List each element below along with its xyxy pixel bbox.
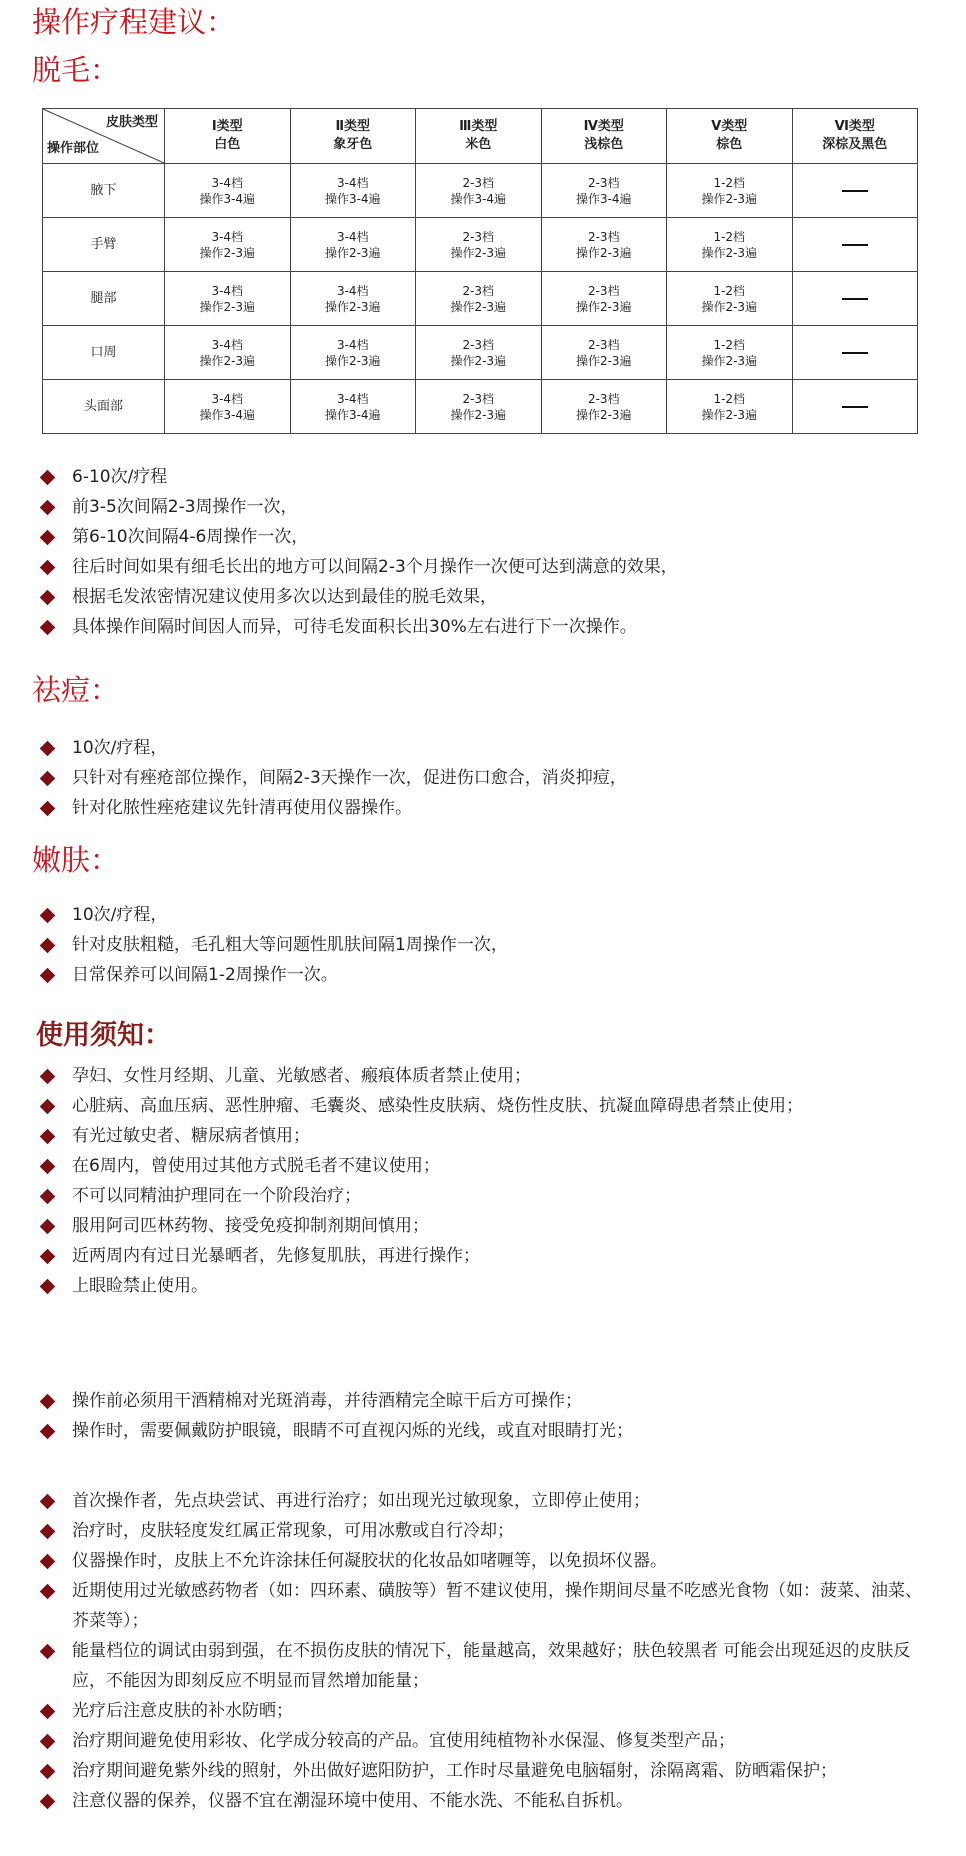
diamond-bullet-icon bbox=[40, 1219, 56, 1235]
energy-level: 1-2档 bbox=[713, 229, 746, 244]
table-row bbox=[43, 326, 918, 380]
energy-level: 3-4档 bbox=[336, 283, 369, 298]
list-item: 往后时间如果有细毛长出的地方可以间隔2-3个月操作一次便可达到满意的效果， bbox=[40, 552, 678, 582]
rejuvenation-heading: 嫩肤： bbox=[32, 843, 120, 877]
table-cell bbox=[416, 272, 542, 326]
not-applicable-cell bbox=[792, 164, 918, 218]
energy-level: 2-3档 bbox=[587, 391, 620, 406]
list-item: 孕妇、女性月经期、儿童、光敏感者、瘢痕体质者禁止使用； bbox=[40, 1061, 930, 1091]
table-cell bbox=[165, 380, 291, 434]
pass-count: 操作2-3遍 bbox=[450, 299, 507, 314]
page-title: 操作疗程建议： bbox=[32, 5, 236, 39]
diamond-bullet-icon bbox=[40, 938, 56, 954]
column-type: Ⅴ类型 bbox=[711, 119, 748, 134]
diamond-bullet-icon bbox=[40, 968, 56, 984]
table-cell bbox=[541, 326, 667, 380]
energy-level: 3-4档 bbox=[211, 175, 244, 190]
diamond-bullet-icon bbox=[40, 1644, 56, 1660]
pass-count: 操作3-4遍 bbox=[199, 407, 256, 422]
diamond-bullet-icon bbox=[40, 1159, 56, 1175]
pass-count: 操作2-3遍 bbox=[701, 353, 758, 368]
diamond-bullet-icon bbox=[40, 470, 56, 486]
pass-count: 操作2-3遍 bbox=[701, 407, 758, 422]
not-applicable-cell bbox=[792, 272, 918, 326]
column-color: 米色 bbox=[465, 137, 492, 152]
table-cell bbox=[290, 164, 416, 218]
diamond-bullet-icon bbox=[40, 908, 56, 924]
table-cell bbox=[165, 326, 291, 380]
column-header bbox=[792, 109, 918, 164]
energy-level: 2-3档 bbox=[587, 175, 620, 190]
energy-level: 2-3档 bbox=[462, 283, 495, 298]
pass-count: 操作2-3遍 bbox=[450, 245, 507, 260]
diamond-bullet-icon bbox=[40, 500, 56, 516]
pass-count: 操作2-3遍 bbox=[450, 353, 507, 368]
energy-level: 2-3档 bbox=[462, 175, 495, 190]
energy-level: 2-3档 bbox=[462, 337, 495, 352]
table-cell bbox=[416, 164, 542, 218]
column-header bbox=[541, 109, 667, 164]
diamond-bullet-icon bbox=[40, 1764, 56, 1780]
dash-icon bbox=[842, 352, 868, 354]
list-item: 上眼睑禁止使用。 bbox=[40, 1271, 930, 1301]
energy-level: 3-4档 bbox=[211, 391, 244, 406]
list-item: 有光过敏史者、糖尿病者慎用； bbox=[40, 1121, 930, 1151]
energy-level: 2-3档 bbox=[587, 283, 620, 298]
list-item: 10次/疗程， bbox=[40, 733, 627, 763]
list-item: 前3-5次间隔2-3周操作一次， bbox=[40, 492, 678, 522]
pass-count: 操作2-3遍 bbox=[199, 245, 256, 260]
diamond-bullet-icon bbox=[40, 1554, 56, 1570]
table-cell bbox=[667, 380, 793, 434]
hair-removal-table bbox=[42, 108, 918, 434]
energy-level: 3-4档 bbox=[336, 337, 369, 352]
list-item: 光疗后注意皮肤的补水防晒； bbox=[40, 1696, 930, 1726]
not-applicable-cell bbox=[792, 380, 918, 434]
list-item: 近两周内有过日光暴晒者，先修复肌肤，再进行操作； bbox=[40, 1241, 930, 1271]
diamond-bullet-icon bbox=[40, 1704, 56, 1720]
table-cell bbox=[290, 380, 416, 434]
diamond-bullet-icon bbox=[40, 530, 56, 546]
dash-icon bbox=[842, 406, 868, 408]
table-row bbox=[43, 380, 918, 434]
energy-level: 2-3档 bbox=[462, 391, 495, 406]
table-cell bbox=[667, 218, 793, 272]
pass-count: 操作2-3遍 bbox=[575, 299, 632, 314]
column-color: 深棕及黑色 bbox=[822, 137, 888, 152]
list-item: 6-10次/疗程 bbox=[40, 462, 678, 492]
table-row bbox=[43, 272, 918, 326]
list-item: 仪器操作时，皮肤上不允许涂抹任何凝胶状的化妆品如啫喱等，以免损坏仪器。 bbox=[40, 1546, 930, 1576]
pass-count: 操作3-4遍 bbox=[199, 191, 256, 206]
energy-level: 1-2档 bbox=[713, 337, 746, 352]
list-item: 根据毛发浓密情况建议使用多次以达到最佳的脱毛效果， bbox=[40, 582, 678, 612]
corner-skin-type-label: 皮肤类型 bbox=[105, 115, 158, 130]
diamond-bullet-icon bbox=[40, 620, 56, 636]
column-color: 棕色 bbox=[716, 137, 743, 152]
not-applicable-cell bbox=[792, 218, 918, 272]
diamond-bullet-icon bbox=[40, 1494, 56, 1510]
acne-notes bbox=[40, 733, 627, 823]
energy-level: 2-3档 bbox=[462, 229, 495, 244]
acne-heading: 祛痘： bbox=[32, 673, 120, 707]
energy-level: 2-3档 bbox=[587, 337, 620, 352]
list-item: 近期使用过光敏感药物者（如：四环素、磺胺等）暂不建议使用，操作期间尽量不吃感光食物（如：菠菜、油菜、芥菜等）； bbox=[40, 1576, 930, 1636]
table-cell bbox=[667, 272, 793, 326]
column-color: 白色 bbox=[214, 137, 241, 152]
list-item: 首次操作者，先点块尝试、再进行治疗；如出现光过敏现象，立即停止使用； bbox=[40, 1486, 930, 1516]
table-cell bbox=[165, 272, 291, 326]
table-cell bbox=[667, 326, 793, 380]
list-item: 针对化脓性痤疮建议先针清再使用仪器操作。 bbox=[40, 793, 627, 823]
list-item: 第6-10次间隔4-6周操作一次， bbox=[40, 522, 678, 552]
list-item: 注意仪器的保养，仪器不宜在潮湿环境中使用、不能水洗、不能私自拆机。 bbox=[40, 1786, 930, 1816]
list-item: 心脏病、高血压病、恶性肿瘤、毛囊炎、感染性皮肤病、烧伤性皮肤、抗凝血障碍患者禁止使用； bbox=[40, 1091, 930, 1121]
table-cell bbox=[416, 380, 542, 434]
list-item: 只针对有痤疮部位操作，间隔2-3天操作一次，促进伤口愈合，消炎抑痘， bbox=[40, 763, 627, 793]
pass-count: 操作2-3遍 bbox=[575, 353, 632, 368]
column-color: 象牙色 bbox=[333, 137, 373, 152]
pass-count: 操作3-4遍 bbox=[575, 191, 632, 206]
table-cell bbox=[667, 164, 793, 218]
list-item: 能量档位的调试由弱到强，在不损伤皮肤的情况下，能量越高，效果越好；肤色较黑者 可能会出现延迟的皮肤反应，不能因为即刻反应不明显而冒然增加能量； bbox=[40, 1636, 930, 1696]
column-header bbox=[416, 109, 542, 164]
diamond-bullet-icon bbox=[40, 1584, 56, 1600]
table-cell bbox=[290, 326, 416, 380]
table-corner-cell bbox=[43, 109, 165, 164]
diamond-bullet-icon bbox=[40, 1069, 56, 1085]
diamond-bullet-icon bbox=[40, 741, 56, 757]
energy-level: 3-4档 bbox=[336, 175, 369, 190]
list-item: 日常保养可以间隔1-2周操作一次。 bbox=[40, 960, 508, 990]
table-cell bbox=[290, 218, 416, 272]
diamond-bullet-icon bbox=[40, 560, 56, 576]
list-item: 治疗期间避免紫外线的照射，外出做好遮阳防护，工作时尽量避免电脑辐射，涂隔离霜、防晒霜保护； bbox=[40, 1756, 930, 1786]
diamond-bullet-icon bbox=[40, 1794, 56, 1810]
body-part-cell: 腿部 bbox=[43, 272, 165, 326]
pass-count: 操作2-3遍 bbox=[701, 299, 758, 314]
column-type: Ⅱ类型 bbox=[335, 119, 371, 134]
hair-removal-heading: 脱毛： bbox=[32, 53, 120, 87]
diamond-bullet-icon bbox=[40, 1524, 56, 1540]
pass-count: 操作2-3遍 bbox=[324, 245, 381, 260]
list-item: 治疗期间避免使用彩妆、化学成分较高的产品。宜使用纯植物补水保湿、修复类型产品； bbox=[40, 1726, 930, 1756]
dash-icon bbox=[842, 298, 868, 300]
table-cell bbox=[290, 272, 416, 326]
list-item: 10次/疗程， bbox=[40, 900, 508, 930]
column-type: Ⅵ类型 bbox=[834, 119, 875, 134]
notice-group-2 bbox=[40, 1386, 930, 1446]
table-header-row bbox=[43, 109, 918, 164]
diamond-bullet-icon bbox=[40, 1129, 56, 1145]
notice-group-3 bbox=[40, 1486, 930, 1816]
dash-icon bbox=[842, 190, 868, 192]
energy-level: 2-3档 bbox=[587, 229, 620, 244]
energy-level: 3-4档 bbox=[211, 337, 244, 352]
list-item: 服用阿司匹林药物、接受免疫抑制剂期间慎用； bbox=[40, 1211, 930, 1241]
table-row bbox=[43, 164, 918, 218]
column-header bbox=[290, 109, 416, 164]
column-header bbox=[165, 109, 291, 164]
column-type: Ⅳ类型 bbox=[583, 119, 624, 134]
table-cell bbox=[165, 164, 291, 218]
pass-count: 操作2-3遍 bbox=[575, 407, 632, 422]
column-header bbox=[667, 109, 793, 164]
pass-count: 操作2-3遍 bbox=[324, 353, 381, 368]
table-cell bbox=[416, 218, 542, 272]
hair-removal-notes bbox=[40, 462, 678, 642]
column-color: 浅棕色 bbox=[584, 137, 624, 152]
pass-count: 操作2-3遍 bbox=[450, 407, 507, 422]
energy-level: 3-4档 bbox=[211, 283, 244, 298]
energy-level: 1-2档 bbox=[713, 391, 746, 406]
energy-level: 1-2档 bbox=[713, 283, 746, 298]
list-item: 针对皮肤粗糙，毛孔粗大等问题性肌肤间隔1周操作一次， bbox=[40, 930, 508, 960]
dash-icon bbox=[842, 244, 868, 246]
pass-count: 操作3-4遍 bbox=[324, 191, 381, 206]
pass-count: 操作2-3遍 bbox=[575, 245, 632, 260]
table-row bbox=[43, 218, 918, 272]
pass-count: 操作2-3遍 bbox=[199, 353, 256, 368]
table-cell bbox=[416, 326, 542, 380]
list-item: 操作时，需要佩戴防护眼镜，眼睛不可直视闪烁的光线，或直对眼睛打光； bbox=[40, 1416, 930, 1446]
diamond-bullet-icon bbox=[40, 590, 56, 606]
table-cell bbox=[541, 380, 667, 434]
body-part-cell: 手臂 bbox=[43, 218, 165, 272]
notice-group-1 bbox=[40, 1061, 930, 1301]
list-item: 在6周内，曾使用过其他方式脱毛者不建议使用； bbox=[40, 1151, 930, 1181]
corner-body-part-label: 操作部位 bbox=[47, 141, 100, 156]
body-part-cell: 口周 bbox=[43, 326, 165, 380]
energy-level: 3-4档 bbox=[211, 229, 244, 244]
pass-count: 操作2-3遍 bbox=[701, 191, 758, 206]
pass-count: 操作2-3遍 bbox=[199, 299, 256, 314]
not-applicable-cell bbox=[792, 326, 918, 380]
table-cell bbox=[165, 218, 291, 272]
column-type: Ⅰ类型 bbox=[211, 119, 243, 134]
diamond-bullet-icon bbox=[40, 1424, 56, 1440]
table-cell bbox=[541, 164, 667, 218]
pass-count: 操作2-3遍 bbox=[324, 299, 381, 314]
pass-count: 操作3-4遍 bbox=[450, 191, 507, 206]
diamond-bullet-icon bbox=[40, 771, 56, 787]
energy-level: 1-2档 bbox=[713, 175, 746, 190]
table-cell bbox=[541, 272, 667, 326]
diamond-bullet-icon bbox=[40, 1279, 56, 1295]
pass-count: 操作2-3遍 bbox=[701, 245, 758, 260]
column-type: Ⅲ类型 bbox=[459, 119, 498, 134]
diamond-bullet-icon bbox=[40, 1734, 56, 1750]
notice-heading: 使用须知： bbox=[36, 1020, 171, 1051]
list-item: 不可以同精油护理同在一个阶段治疗； bbox=[40, 1181, 930, 1211]
body-part-cell: 腋下 bbox=[43, 164, 165, 218]
energy-level: 3-4档 bbox=[336, 391, 369, 406]
list-item: 操作前必须用干酒精棉对光斑消毒，并待酒精完全晾干后方可操作； bbox=[40, 1386, 930, 1416]
diamond-bullet-icon bbox=[40, 1394, 56, 1410]
rejuvenation-notes bbox=[40, 900, 508, 990]
diamond-bullet-icon bbox=[40, 1099, 56, 1115]
list-item: 治疗时，皮肤轻度发红属正常现象，可用冰敷或自行冷却； bbox=[40, 1516, 930, 1546]
body-part-cell: 头面部 bbox=[43, 380, 165, 434]
table-cell bbox=[541, 218, 667, 272]
diamond-bullet-icon bbox=[40, 1189, 56, 1205]
diamond-bullet-icon bbox=[40, 1249, 56, 1265]
energy-level: 3-4档 bbox=[336, 229, 369, 244]
diamond-bullet-icon bbox=[40, 801, 56, 817]
list-item: 具体操作间隔时间因人而异，可待毛发面积长出30%左右进行下一次操作。 bbox=[40, 612, 678, 642]
pass-count: 操作3-4遍 bbox=[324, 407, 381, 422]
